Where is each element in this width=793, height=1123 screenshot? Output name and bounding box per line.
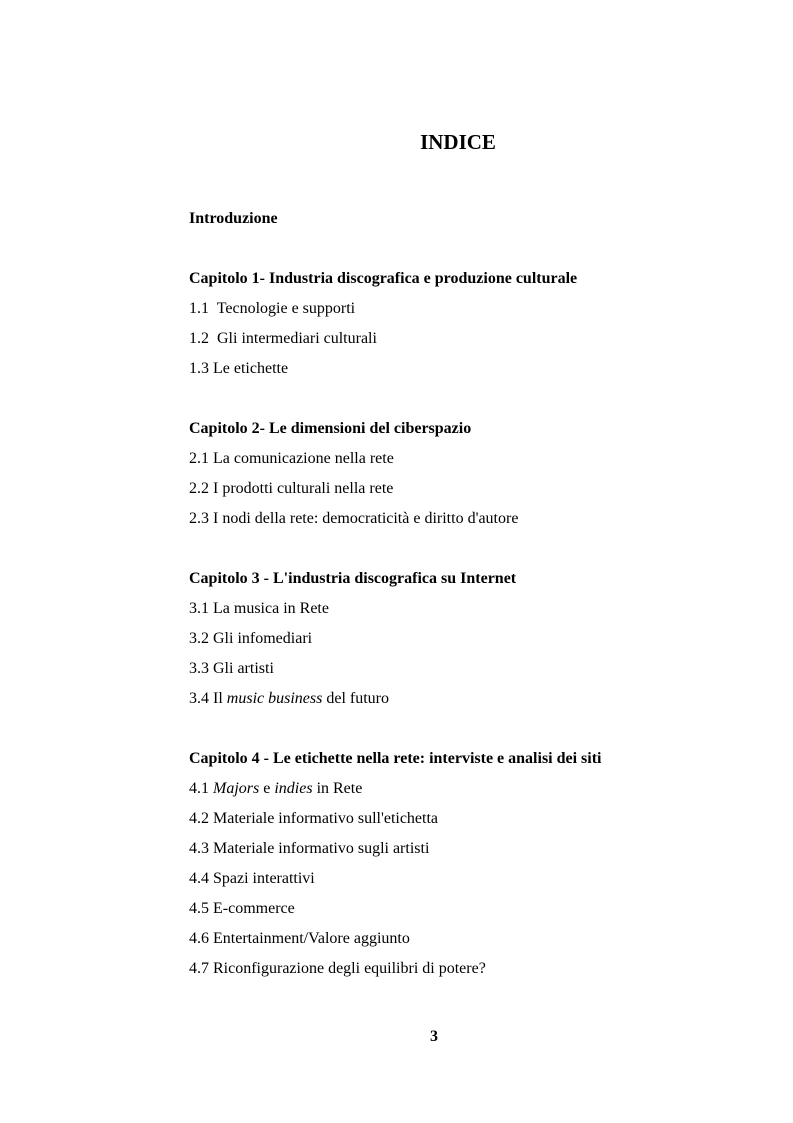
toc-section-4-1-majors: Majors	[213, 780, 260, 797]
toc-section-4-2: 4.2 Materiale informativo sull'etichetta	[189, 810, 439, 827]
toc-chapter-4-heading: Capitolo 4 - Le etichette nella rete: interviste e analisi dei siti	[189, 750, 602, 767]
toc-section-3-4	[189, 689, 749, 709]
toc-chapter-3-heading: Capitolo 3 - L'industria discografica su Internet	[189, 570, 517, 587]
toc-section-3-2: 3.2 Gli infomediari	[189, 630, 313, 647]
toc-section-4-1-indies: indies	[274, 780, 313, 797]
page-number: 3	[430, 1028, 438, 1045]
toc-introduction: Introduzione	[189, 210, 278, 227]
toc-section-4-1-mid: e	[259, 780, 275, 797]
toc-section-1-2: 1.2 Gli intermediari culturali	[189, 330, 377, 347]
toc-section-3-1: 3.1 La musica in Rete	[189, 600, 329, 617]
toc-section-4-5: 4.5 E-commerce	[189, 900, 295, 917]
toc-section-3-4-suffix: del futuro	[322, 690, 389, 707]
toc-section-4-6: 4.6 Entertainment/Valore aggiunto	[189, 930, 410, 947]
toc-section-4-4: 4.4 Spazi interattivi	[189, 870, 315, 887]
page-title: INDICE	[420, 130, 496, 154]
table-of-contents	[189, 209, 749, 979]
toc-section-4-1-suffix: in Rete	[312, 780, 363, 797]
toc-section-3-4-italic: music business	[226, 690, 323, 707]
toc-section-4-7: 4.7 Riconfigurazione degli equilibri di potere?	[189, 960, 486, 977]
toc-section-3-3: 3.3 Gli artisti	[189, 660, 274, 677]
toc-section-2-1: 2.1 La comunicazione nella rete	[189, 450, 394, 467]
toc-section-1-3: 1.3 Le etichette	[189, 360, 289, 377]
toc-section-3-4-prefix: 3.4 Il	[189, 690, 227, 707]
toc-section-4-1-prefix: 4.1	[189, 780, 213, 797]
toc-chapter-1-heading: Capitolo 1- Industria discografica e produzione culturale	[189, 270, 578, 287]
toc-section-4-3: 4.3 Materiale informativo sugli artisti	[189, 840, 430, 857]
toc-section-2-2: 2.2 I prodotti culturali nella rete	[189, 480, 394, 497]
toc-section-1-1: 1.1 Tecnologie e supporti	[189, 300, 356, 317]
toc-section-2-3: 2.3 I nodi della rete: democraticità e diritto d'autore	[189, 510, 519, 527]
toc-section-4-1	[189, 779, 749, 799]
toc-chapter-2-heading: Capitolo 2- Le dimensioni del ciberspazio	[189, 420, 472, 437]
